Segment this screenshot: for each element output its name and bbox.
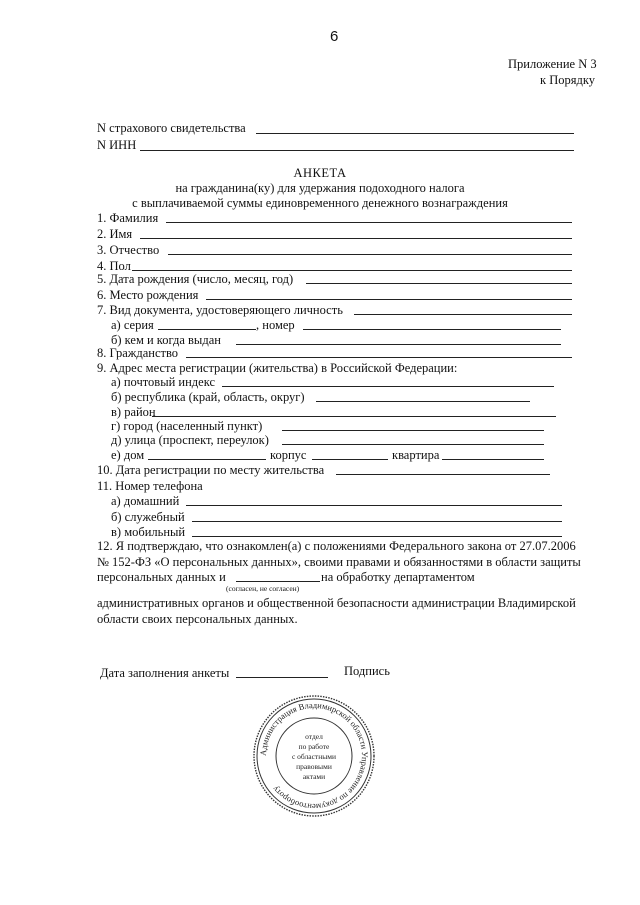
stamp-center-text [292,732,336,781]
field-reg-date-label: 10. Дата регистрации по месту жительства [97,463,325,477]
consent-line-1: 12. Я подтверждаю, что ознакомлен(а) с положениями Федерального закона от 27.07.2006 [97,539,576,553]
field-surname-line[interactable] [166,222,572,223]
official-stamp [252,694,376,818]
field-patronymic-line[interactable] [168,254,572,255]
signature-label: Подпись [344,664,390,678]
stamp-center-line: по работе [298,742,330,751]
field-region-label: б) республика (край, область, округ) [111,390,305,404]
field-surname-label: 1. Фамилия [97,211,159,225]
field-mobile-phone-line[interactable] [192,536,562,537]
consent-line-2: № 152-ФЗ «О персональных данных», своими правами и обязанностями в области защиты [97,555,581,569]
consent-line-3-end: на обработку департаментом [321,570,475,584]
field-mobile-phone-label: в) мобильный [111,525,186,539]
stamp-center-line: актами [302,772,326,781]
consent-line-5: области своих персональных данных. [97,612,298,626]
field-id-series-line[interactable] [158,329,256,330]
appendix-line2: к Порядку [540,73,595,87]
stamp-graphic [252,694,376,818]
field-korpus-line[interactable] [312,459,388,460]
field-birthplace-label: 6. Место рождения [97,288,199,302]
form-title: АНКЕТА [293,166,347,180]
stamp-ring-text: Администрация Владимирской области Управление по документообороту [257,699,371,813]
form-subtitle-2: с выплачиваемой суммы единовременного денежного вознаграждения [132,196,508,210]
field-phone-label: 11. Номер телефона [97,479,203,493]
field-district-label: в) район [111,405,156,419]
field-postcode-line[interactable] [222,386,554,387]
appendix-line1: Приложение N 3 [508,57,597,71]
field-id-number-line[interactable] [303,329,561,330]
field-work-phone-line[interactable] [192,521,562,522]
fill-date-line[interactable] [236,677,328,678]
field-home-phone-line[interactable] [186,505,562,506]
field-reg-date-line[interactable] [336,474,550,475]
field-work-phone-label: б) служебный [111,510,185,524]
field-birthdate-label: 5. Дата рождения (число, месяц, год) [97,272,294,286]
field-patronymic-label: 3. Отчество [97,243,160,257]
insurance-certificate-label: N страхового свидетельства [97,121,246,135]
inn-label: N ИНН [97,138,137,152]
field-korpus-label: корпус [270,448,307,462]
field-citizenship-line[interactable] [186,357,572,358]
field-name-line[interactable] [140,238,572,239]
insurance-certificate-field[interactable] [256,133,574,134]
inn-field[interactable] [140,150,574,151]
field-sex-label: 4. Пол [97,259,131,273]
field-postcode-label: а) почтовый индекс [111,375,215,389]
stamp-center-line: правовыми [296,762,332,771]
field-city-label: г) город (населенный пункт) [111,419,263,433]
field-id-doc-label: 7. Вид документа, удостоверяющего личность [97,303,343,317]
field-house-label: е) дом [111,448,145,462]
consent-line-3-start: персональных данных и [97,570,226,584]
page-number: 6 [330,28,339,45]
field-apartment-line[interactable] [442,459,544,460]
field-sex-line[interactable] [132,270,572,271]
field-birthdate-line[interactable] [306,283,572,284]
field-house-line[interactable] [148,459,266,460]
stamp-center-line: отдел [305,732,323,741]
field-id-issuer-line[interactable] [236,344,561,345]
consent-hint: (согласен, не согласен) [226,584,300,593]
field-birthplace-line[interactable] [206,299,572,300]
field-home-phone-label: а) домашний [111,494,180,508]
fill-date-label: Дата заполнения анкеты [100,666,230,680]
field-apartment-label: квартира [392,448,440,462]
field-id-series-label: а) серия [111,318,154,332]
field-id-doc-line[interactable] [354,314,572,315]
field-street-label: д) улица (проспект, переулок) [111,433,269,447]
field-street-line[interactable] [282,444,544,445]
consent-answer-line[interactable] [236,581,320,582]
field-citizenship-label: 8. Гражданство [97,346,179,360]
field-region-line[interactable] [316,401,530,402]
field-id-number-label: , номер [256,318,295,332]
field-id-issuer-label: б) кем и когда выдан [111,333,221,347]
field-district-line[interactable] [152,416,556,417]
consent-line-4: административных органов и общественной безопасности администрации Владимирской [97,596,576,610]
form-subtitle-1: на гражданина(ку) для удержания подоходного налога [175,181,465,195]
field-address-label: 9. Адрес места регистрации (жительства) в Российской Федерации: [97,361,458,375]
field-name-label: 2. Имя [97,227,133,241]
stamp-center-line: с областными [291,752,337,761]
field-city-line[interactable] [282,430,544,431]
